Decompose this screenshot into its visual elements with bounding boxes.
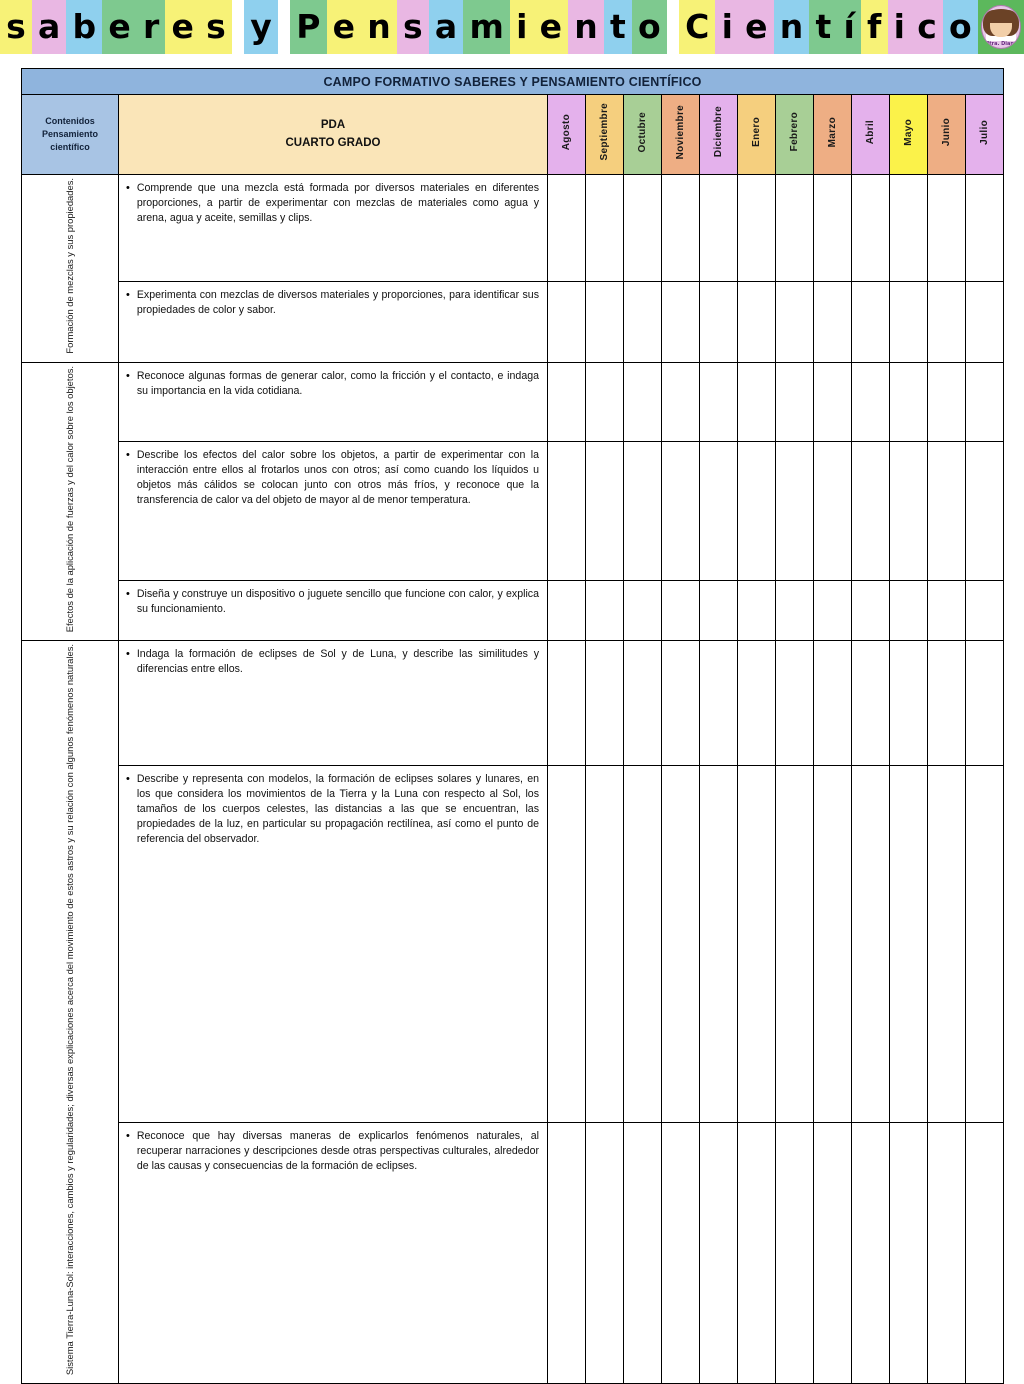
- bullet-icon: •: [126, 449, 130, 462]
- banner-letter-tile: i: [510, 0, 534, 54]
- table-row: [22, 580, 1004, 640]
- month-checkbox-cell-marzo[interactable]: [814, 640, 852, 765]
- month-label: Julio: [978, 119, 990, 145]
- month-checkbox-cell-marzo[interactable]: [814, 1123, 852, 1384]
- header-month-febrero: [776, 95, 814, 175]
- table-row: [22, 766, 1004, 1123]
- month-checkbox-cell-septiembre[interactable]: [586, 281, 624, 362]
- table-row: [22, 640, 1004, 765]
- month-checkbox-cell-enero[interactable]: [738, 640, 776, 765]
- bullet-icon: •: [126, 1130, 130, 1143]
- table-head: [22, 69, 1004, 175]
- month-checkbox-cell-mayo[interactable]: [890, 640, 928, 765]
- header-month-marzo: [814, 95, 852, 175]
- header-pda-line1: PDA: [320, 119, 346, 132]
- month-label: Junio: [940, 117, 952, 147]
- decorative-title-banner: [0, 0, 1024, 54]
- month-checkbox-cell-marzo[interactable]: [814, 281, 852, 362]
- month-checkbox-cell-junio[interactable]: [928, 580, 966, 640]
- month-checkbox-cell-mayo[interactable]: [890, 362, 928, 442]
- month-checkbox-cell-septiembre[interactable]: [586, 362, 624, 442]
- header-month-enero: [738, 95, 776, 175]
- author-logo: [978, 0, 1024, 54]
- banner-letter-tile: í: [837, 0, 861, 54]
- month-checkbox-cell-mayo[interactable]: [890, 1123, 928, 1384]
- header-month-noviembre: [662, 95, 700, 175]
- header-month-abril: [852, 95, 890, 175]
- month-checkbox-cell-diciembre[interactable]: [700, 281, 738, 362]
- header-pda: [119, 95, 548, 175]
- banner-gap: [232, 0, 244, 54]
- banner-letter-tile: i: [715, 0, 739, 54]
- banner-letter-tile: n: [774, 0, 810, 54]
- month-checkbox-cell-julio[interactable]: [966, 1123, 1004, 1384]
- month-label: Abril: [864, 119, 876, 145]
- month-checkbox-cell-septiembre[interactable]: [586, 766, 624, 1123]
- table-row: [22, 1123, 1004, 1384]
- month-label: Septiembre: [598, 103, 610, 161]
- banner-letter-tile: f: [861, 0, 888, 54]
- month-checkbox-cell-agosto[interactable]: [548, 362, 586, 442]
- month-checkbox-cell-abril[interactable]: [852, 175, 890, 282]
- planning-table: [21, 68, 1004, 1384]
- month-checkbox-cell-mayo[interactable]: [890, 442, 928, 581]
- month-label: Marzo: [826, 116, 838, 148]
- month-checkbox-cell-julio[interactable]: [966, 766, 1004, 1123]
- month-checkbox-cell-enero[interactable]: [738, 281, 776, 362]
- month-label: Agosto: [560, 113, 572, 151]
- month-checkbox-cell-noviembre[interactable]: [662, 1123, 700, 1384]
- banner-letter-tile: t: [809, 0, 837, 54]
- month-checkbox-cell-julio[interactable]: [966, 175, 1004, 282]
- month-checkbox-cell-febrero[interactable]: [776, 362, 814, 442]
- month-checkbox-cell-octubre[interactable]: [624, 640, 662, 765]
- content-topic-cell: [22, 175, 119, 363]
- month-checkbox-cell-junio[interactable]: [928, 766, 966, 1123]
- pda-cell: [119, 362, 548, 442]
- month-label: Octubre: [636, 111, 648, 153]
- month-checkbox-cell-septiembre[interactable]: [586, 640, 624, 765]
- bullet-icon: •: [126, 773, 130, 786]
- table-row: [22, 442, 1004, 581]
- month-checkbox-cell-junio[interactable]: [928, 175, 966, 282]
- month-checkbox-cell-mayo[interactable]: [890, 766, 928, 1123]
- month-checkbox-cell-diciembre[interactable]: [700, 175, 738, 282]
- month-checkbox-cell-abril[interactable]: [852, 640, 890, 765]
- month-checkbox-cell-noviembre[interactable]: [662, 766, 700, 1123]
- month-checkbox-cell-abril[interactable]: [852, 766, 890, 1123]
- month-label: Mayo: [902, 118, 914, 146]
- content-topic-label: Efectos de la aplicación de fuerzas y del calor sobre los objetos.: [63, 365, 75, 632]
- month-checkbox-cell-junio[interactable]: [928, 281, 966, 362]
- banner-letter-tile: P: [290, 0, 326, 54]
- month-checkbox-cell-abril[interactable]: [852, 442, 890, 581]
- bullet-icon: •: [126, 647, 130, 660]
- pda-cell: [119, 1123, 548, 1384]
- banner-letter-tile: s: [397, 0, 429, 54]
- content-topic-cell: [22, 640, 119, 1383]
- pda-text: Diseña y construye un dispositivo o juguete sencillo que funcione con calor, y explica su funcionamiento.: [136, 587, 539, 615]
- month-checkbox-cell-mayo[interactable]: [890, 281, 928, 362]
- month-checkbox-cell-octubre[interactable]: [624, 175, 662, 282]
- header-contenidos-line2: Pensamiento: [41, 128, 99, 139]
- pda-cell: [119, 281, 548, 362]
- month-checkbox-cell-noviembre[interactable]: [662, 580, 700, 640]
- banner-letter-tile: s: [200, 0, 232, 54]
- table-body: [22, 175, 1004, 1384]
- month-checkbox-cell-mayo[interactable]: [890, 175, 928, 282]
- month-checkbox-cell-enero[interactable]: [738, 362, 776, 442]
- month-checkbox-cell-mayo[interactable]: [890, 580, 928, 640]
- bullet-icon: •: [126, 182, 130, 194]
- month-checkbox-cell-abril[interactable]: [852, 281, 890, 362]
- month-checkbox-cell-octubre[interactable]: [624, 281, 662, 362]
- month-checkbox-cell-marzo[interactable]: [814, 442, 852, 581]
- month-checkbox-cell-enero[interactable]: [738, 442, 776, 581]
- month-checkbox-cell-septiembre[interactable]: [586, 580, 624, 640]
- month-checkbox-cell-enero[interactable]: [738, 175, 776, 282]
- month-checkbox-cell-enero[interactable]: [738, 1123, 776, 1384]
- banner-letter-tile: a: [32, 0, 67, 54]
- header-month-julio: [966, 95, 1004, 175]
- month-checkbox-cell-febrero[interactable]: [776, 175, 814, 282]
- month-checkbox-cell-diciembre[interactable]: [700, 640, 738, 765]
- month-checkbox-cell-enero[interactable]: [738, 580, 776, 640]
- page-title: CAMPO FORMATIVO SABERES Y PENSAMIENTO CIENTÍFICO: [22, 69, 1004, 95]
- month-checkbox-cell-febrero[interactable]: [776, 580, 814, 640]
- banner-letter-tile: o: [943, 0, 978, 54]
- bullet-icon: •: [126, 369, 130, 382]
- banner-letter-tile: c: [911, 0, 943, 54]
- pda-cell: [119, 766, 548, 1123]
- month-checkbox-cell-agosto[interactable]: [548, 1123, 586, 1384]
- pda-text: Indaga la formación de eclipses de Sol y de Luna, y describe las similitudes y diferencias entre ellos.: [136, 647, 539, 675]
- content-topic-cell: [22, 362, 119, 640]
- month-checkbox-cell-diciembre[interactable]: [700, 442, 738, 581]
- month-checkbox-cell-octubre[interactable]: [624, 580, 662, 640]
- pda-text: Describe y representa con modelos, la formación de eclipses solares y lunares, en los que considera los movimientos de la Tierra y la Luna con respecto al Sol, los tamaños de los cuerpos celestes, las distancias a las que se encuentran, las propiedades de la luz, en particular su propagación rectilínea, así como el punto de referencia del observador.: [136, 773, 539, 846]
- month-checkbox-cell-agosto[interactable]: [548, 640, 586, 765]
- month-checkbox-cell-marzo[interactable]: [814, 175, 852, 282]
- month-checkbox-cell-marzo[interactable]: [814, 766, 852, 1123]
- month-checkbox-cell-diciembre[interactable]: [700, 362, 738, 442]
- banner-letter-tile: e: [165, 0, 200, 54]
- month-checkbox-cell-noviembre[interactable]: [662, 175, 700, 282]
- pda-cell: [119, 442, 548, 581]
- banner-letter-tile: n: [361, 0, 397, 54]
- month-checkbox-cell-agosto[interactable]: [548, 580, 586, 640]
- banner-letter-tile: y: [244, 0, 278, 54]
- month-checkbox-cell-agosto[interactable]: [548, 281, 586, 362]
- header-month-agosto: [548, 95, 586, 175]
- month-checkbox-cell-octubre[interactable]: [624, 1123, 662, 1384]
- banner-letter-tile: e: [327, 0, 362, 54]
- month-label: Diciembre: [712, 106, 724, 158]
- month-checkbox-cell-noviembre[interactable]: [662, 640, 700, 765]
- month-label: Noviembre: [674, 104, 686, 160]
- banner-letter-tile: m: [463, 0, 510, 54]
- month-checkbox-cell-marzo[interactable]: [814, 580, 852, 640]
- month-checkbox-cell-agosto[interactable]: [548, 175, 586, 282]
- header-month-junio: [928, 95, 966, 175]
- month-checkbox-cell-diciembre[interactable]: [700, 1123, 738, 1384]
- planning-table-wrapper: [21, 68, 1003, 1384]
- month-checkbox-cell-agosto[interactable]: [548, 766, 586, 1123]
- header-contenidos-line1: Contenidos: [45, 115, 95, 126]
- month-checkbox-cell-junio[interactable]: [928, 1123, 966, 1384]
- content-topic-label: Formación de mezclas y sus propiedades.: [63, 178, 75, 354]
- banner-letter-tile: t: [604, 0, 632, 54]
- month-checkbox-cell-octubre[interactable]: [624, 766, 662, 1123]
- month-checkbox-cell-junio[interactable]: [928, 442, 966, 581]
- table-row: [22, 175, 1004, 282]
- month-checkbox-cell-julio[interactable]: [966, 580, 1004, 640]
- avatar-hair-icon: [987, 9, 1015, 23]
- banner-letter-tile: s: [0, 0, 32, 54]
- banner-letter-tile: b: [66, 0, 102, 54]
- pda-text: Comprende que una mezcla está formada por diversos materiales en diferentes proporciones, a partir de experimentar con mezclas de materiales como agua y arena, agua y aceite, semillas y clips.: [136, 182, 539, 225]
- content-topic-label: Sistema Tierra-Luna-Sol: interacciones, cambios y regularidades; diversas explicaciones acerca del movimiento de estos astros y su relación con algunos fenómenos naturales.: [63, 643, 75, 1376]
- month-checkbox-cell-febrero[interactable]: [776, 640, 814, 765]
- banner-letter-tile: e: [739, 0, 774, 54]
- pda-text: Experimenta con mezclas de diversos materiales y proporciones, para identificar sus propiedades de color y sabor.: [136, 288, 539, 317]
- month-checkbox-cell-septiembre[interactable]: [586, 175, 624, 282]
- month-checkbox-cell-junio[interactable]: [928, 640, 966, 765]
- title-row: [22, 69, 1004, 95]
- banner-gap: [278, 0, 290, 54]
- banner-letter-tile: n: [568, 0, 604, 54]
- header-month-septiembre: [586, 95, 624, 175]
- month-checkbox-cell-febrero[interactable]: [776, 281, 814, 362]
- banner-letter-tile: C: [679, 0, 715, 54]
- banner-letter-tile: r: [137, 0, 166, 54]
- month-checkbox-cell-julio[interactable]: [966, 362, 1004, 442]
- month-checkbox-cell-noviembre[interactable]: [662, 281, 700, 362]
- banner-letter-tile: e: [534, 0, 569, 54]
- month-checkbox-cell-febrero[interactable]: [776, 442, 814, 581]
- month-checkbox-cell-julio[interactable]: [966, 640, 1004, 765]
- month-checkbox-cell-enero[interactable]: [738, 766, 776, 1123]
- pda-cell: [119, 580, 548, 640]
- author-name: Mtra. Diana: [984, 41, 1018, 47]
- month-checkbox-cell-septiembre[interactable]: [586, 1123, 624, 1384]
- month-label: Febrero: [788, 112, 800, 152]
- month-label: Enero: [750, 117, 762, 147]
- month-checkbox-cell-octubre[interactable]: [624, 362, 662, 442]
- table-row: [22, 362, 1004, 442]
- month-checkbox-cell-octubre[interactable]: [624, 442, 662, 581]
- banner-letter-tile: e: [102, 0, 137, 54]
- header-contenidos: [22, 95, 119, 175]
- avatar: [981, 5, 1021, 49]
- header-month-octubre: [624, 95, 662, 175]
- column-header-row: [22, 95, 1004, 175]
- month-checkbox-cell-septiembre[interactable]: [586, 442, 624, 581]
- pda-text: Describe los efectos del calor sobre los objetos, a partir de experimentar con la interacción entre ellos al frotarlos unos con otros; así como cuando los líquidos u objetos más cálidos se colocan junto con otros más fríos, y reconoce que la transferencia de calor va del objeto de mayor al de menor temperatura.: [136, 449, 539, 507]
- month-checkbox-cell-febrero[interactable]: [776, 1123, 814, 1384]
- month-checkbox-cell-marzo[interactable]: [814, 362, 852, 442]
- pda-cell: [119, 175, 548, 282]
- month-checkbox-cell-noviembre[interactable]: [662, 362, 700, 442]
- pda-text: Reconoce algunas formas de generar calor, como la fricción y el contacto, e indaga su importancia en la vida cotidiana.: [136, 369, 539, 397]
- header-month-mayo: [890, 95, 928, 175]
- header-contenidos-line3: científico: [50, 142, 90, 153]
- bullet-icon: •: [126, 288, 130, 301]
- pda-text: Reconoce que hay diversas maneras de explicarlos fenómenos naturales, al recuperar narraciones y descripciones desde otras perspectivas culturales, alrededor de las causas y consecuencias de la formación de eclipses.: [136, 1130, 539, 1173]
- banner-letter-tile: a: [429, 0, 464, 54]
- header-pda-line2: CUARTO GRADO: [285, 136, 381, 149]
- month-checkbox-cell-julio[interactable]: [966, 281, 1004, 362]
- banner-letter-tile: o: [632, 0, 667, 54]
- bullet-icon: •: [126, 587, 130, 600]
- month-checkbox-cell-agosto[interactable]: [548, 442, 586, 581]
- banner-gap: [667, 0, 679, 54]
- month-checkbox-cell-abril[interactable]: [852, 580, 890, 640]
- pda-cell: [119, 640, 548, 765]
- month-checkbox-cell-abril[interactable]: [852, 362, 890, 442]
- banner-letter-tile: i: [888, 0, 912, 54]
- month-checkbox-cell-noviembre[interactable]: [662, 442, 700, 581]
- month-checkbox-cell-junio[interactable]: [928, 362, 966, 442]
- table-row: [22, 281, 1004, 362]
- month-checkbox-cell-febrero[interactable]: [776, 766, 814, 1123]
- month-checkbox-cell-diciembre[interactable]: [700, 766, 738, 1123]
- month-checkbox-cell-julio[interactable]: [966, 442, 1004, 581]
- month-checkbox-cell-diciembre[interactable]: [700, 580, 738, 640]
- header-month-diciembre: [700, 95, 738, 175]
- month-checkbox-cell-abril[interactable]: [852, 1123, 890, 1384]
